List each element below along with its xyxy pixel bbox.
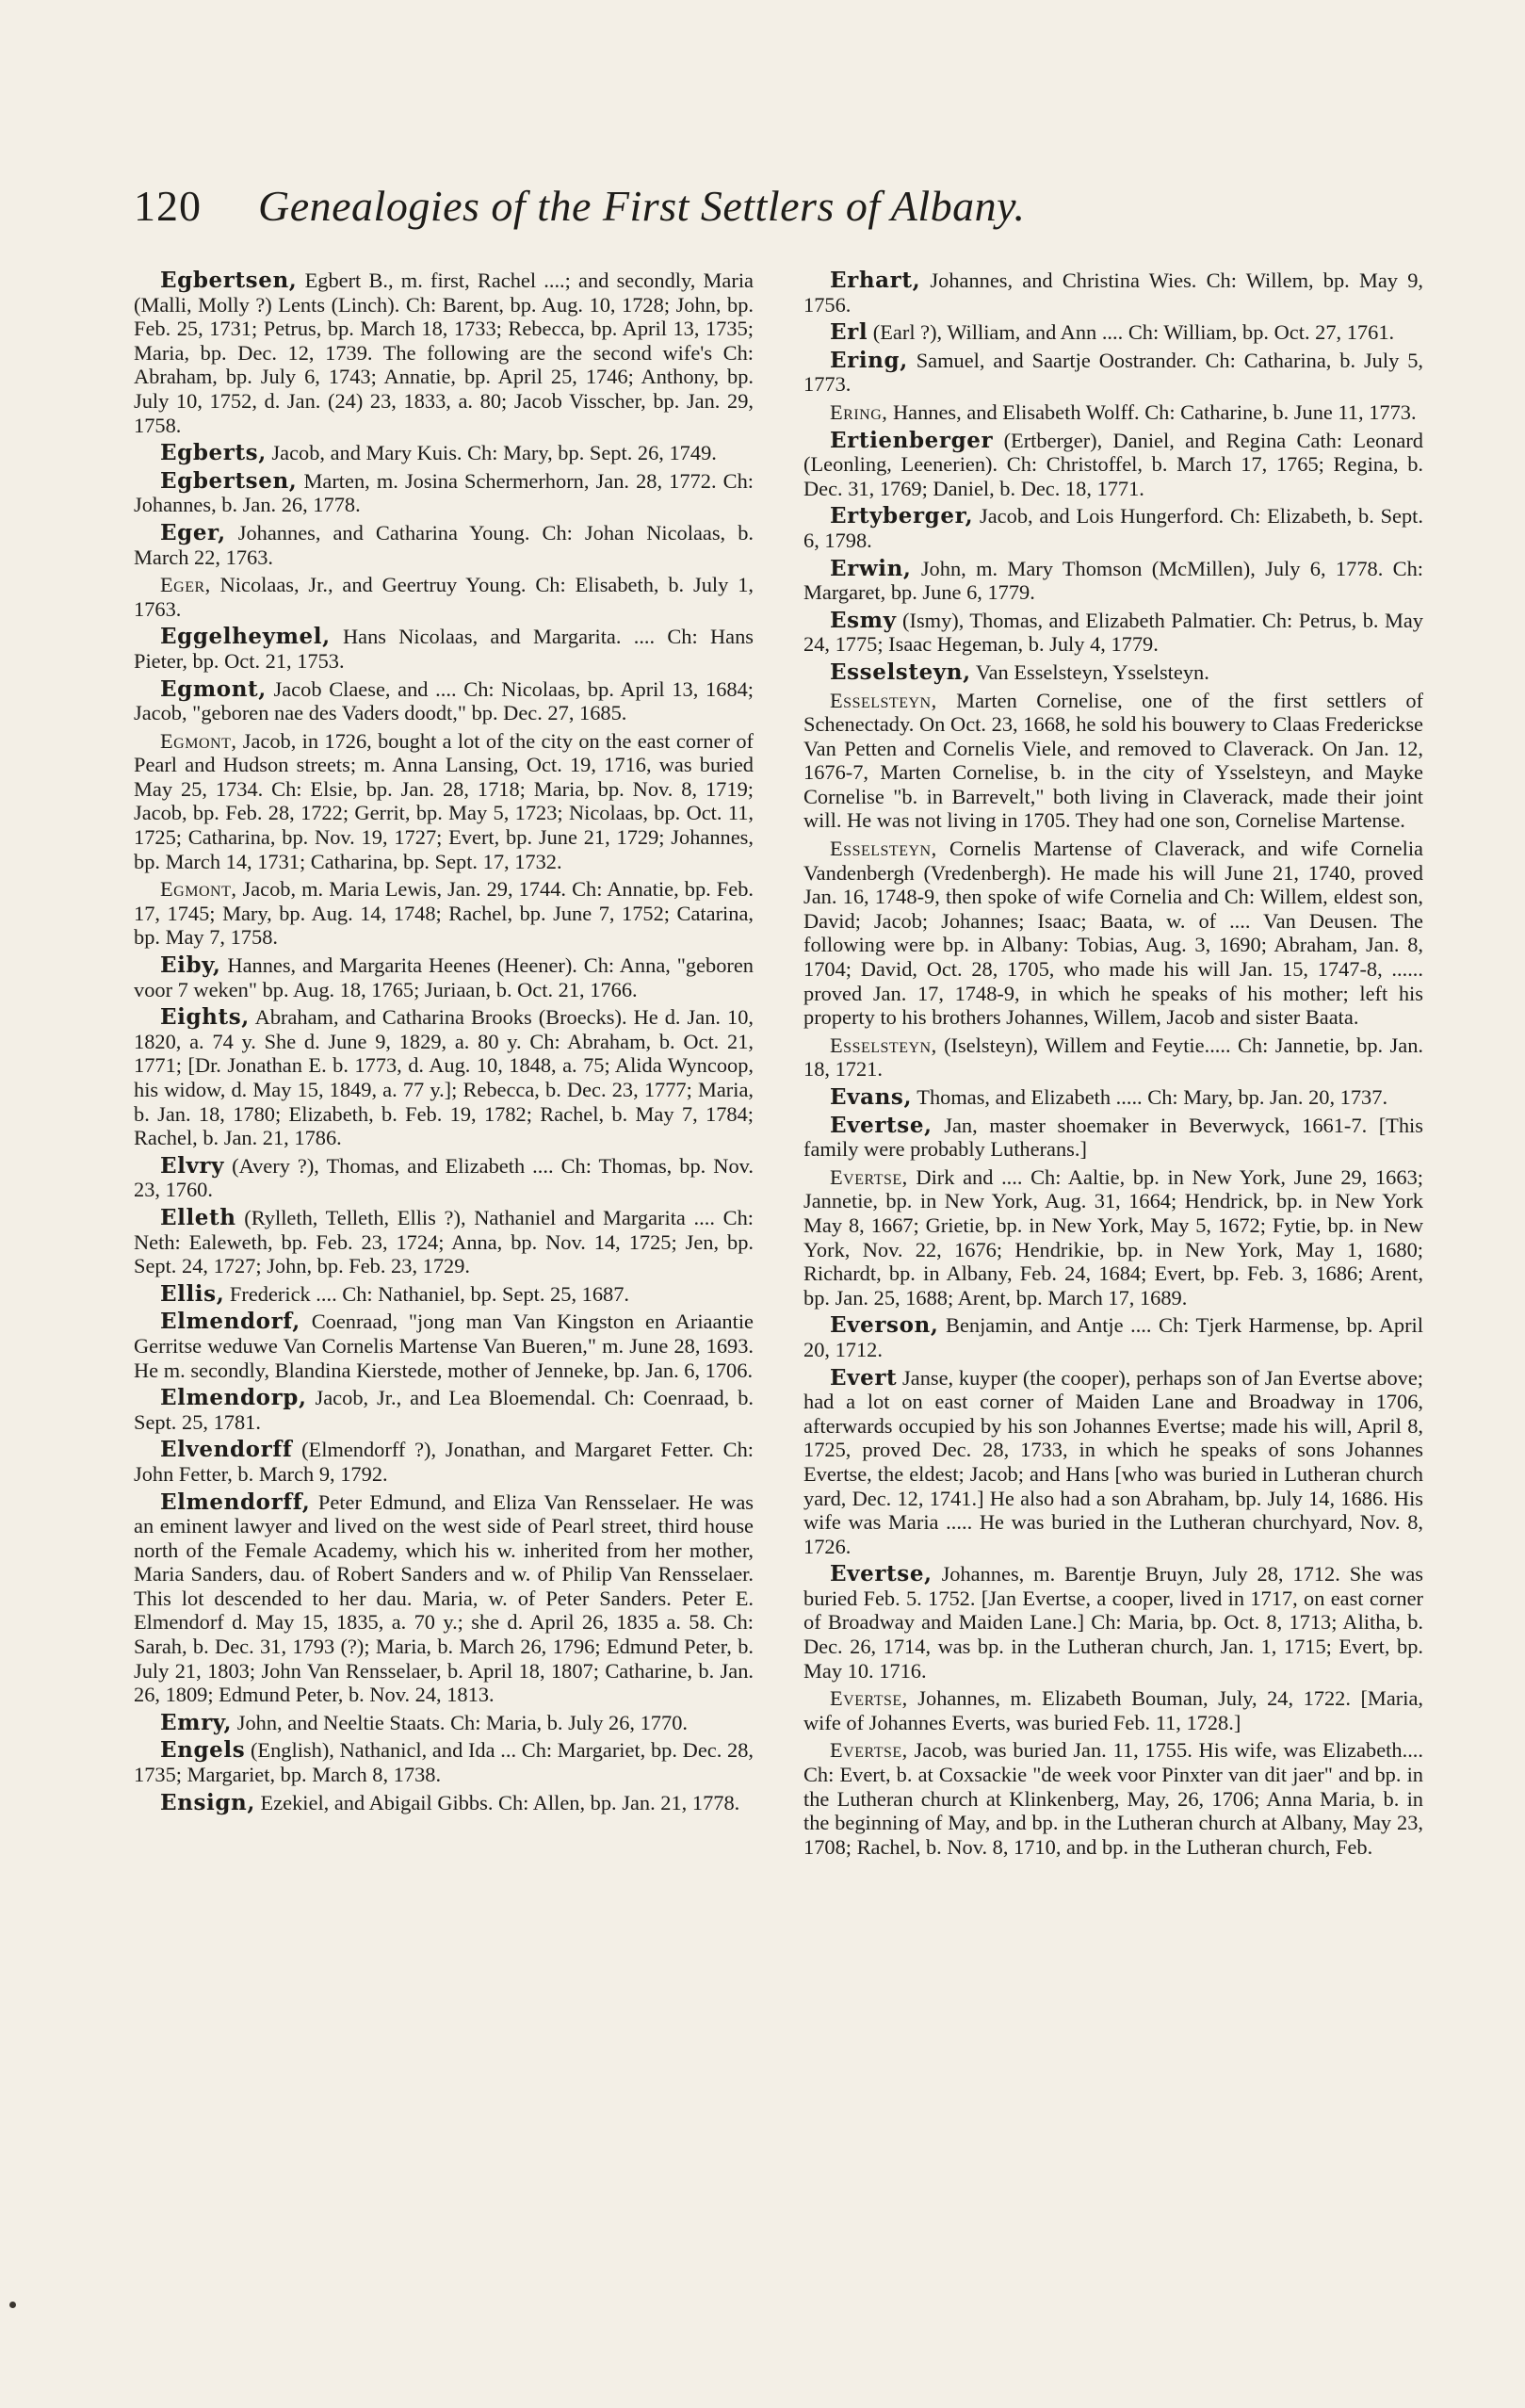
genealogy-entry bbox=[134, 268, 754, 437]
entry-surname: Evertse, bbox=[830, 1112, 933, 1138]
genealogy-entry bbox=[134, 1206, 754, 1278]
genealogy-entry bbox=[134, 677, 754, 725]
genealogy-entry bbox=[803, 320, 1423, 345]
genealogy-entry bbox=[803, 349, 1423, 397]
genealogy-entry bbox=[134, 1490, 754, 1707]
entry-text: Jacob, Jr., and Lea Bloemendal. Ch: Coenraad, b. Sept. 25, 1781. bbox=[134, 1386, 754, 1434]
entry-text: Frederick .... Ch: Nathaniel, bp. Sept. 25, 1687. bbox=[224, 1281, 630, 1306]
entry-text: (Ertberger), Daniel, and Regina Cath: Leonard (Leonling, Leenerien). Ch: Christoffel, b. March 17, 1765; Regina, b. Dec. 31, 1769; Daniel, b. Dec. 18, 1771. bbox=[803, 428, 1423, 500]
genealogy-entry bbox=[134, 521, 754, 569]
page-header bbox=[134, 181, 1189, 231]
genealogy-entry bbox=[803, 1165, 1423, 1310]
entry-surname: Esmy bbox=[830, 607, 897, 633]
genealogy-entry bbox=[134, 1738, 754, 1786]
entry-surname-repeat: Ering, bbox=[830, 399, 888, 424]
entry-surname-repeat: Evertse, bbox=[830, 1164, 908, 1189]
margin-mark bbox=[9, 2302, 16, 2308]
entry-text: Jacob, and Lois Hungerford. Ch: Elizabeth, b. Sept. 6, 1798. bbox=[803, 504, 1423, 552]
entry-surname: Evans, bbox=[830, 1084, 913, 1110]
entry-text: Ezekiel, and Abigail Gibbs. Ch: Allen, bp. Jan. 21, 1778. bbox=[254, 1790, 740, 1814]
left-column bbox=[134, 268, 754, 1818]
entry-surname: Ertyberger, bbox=[830, 503, 974, 529]
entry-surname: Erhart, bbox=[830, 268, 921, 293]
entry-surname: Ellis, bbox=[160, 1280, 225, 1307]
entry-surname: Esselsteyn, bbox=[830, 659, 971, 685]
entry-surname: Egbertsen, bbox=[160, 268, 298, 293]
entry-text: Jacob, m. Maria Lewis, Jan. 29, 1744. Ch: Annatie, bp. Feb. 17, 1745; Mary, bp. Aug. 14, 1748; Rachel, bp. June 7, 1752; Catarina, bp. May 7, 1758. bbox=[134, 877, 754, 950]
entry-text: (Rylleth, Telleth, Ellis ?), Nathaniel and Margarita .... Ch: Neth: Ealeweth, bp. Feb. 23, 1724; Anna, bp. Nov. 14, 1725; Jen, bp. Sept. 24, 1727; John, bp. Feb. 23, 1729. bbox=[134, 1205, 754, 1278]
entry-surname: Ertienberger bbox=[830, 427, 994, 453]
genealogy-entry bbox=[803, 660, 1423, 685]
genealogy-entry bbox=[134, 1711, 754, 1735]
entry-text: Johannes, and Catharina Young. Ch: Johan Nicolaas, b. March 22, 1763. bbox=[134, 520, 754, 569]
entry-surname: Eggelheymel, bbox=[160, 624, 331, 650]
entry-text: (Earl ?), William, and Ann .... Ch: William, bp. Oct. 27, 1761. bbox=[868, 320, 1395, 345]
entry-text: Coenraad, "jong man Van Kingston en Ariaantie Gerritse weduwe Van Cornelis Martense Van Bueren," m. June 28, 1693. He m. secondly, Blandina Kierstede, mother of Jenneke, bp. Jan. 6, 1706. bbox=[134, 1310, 754, 1382]
genealogy-entry bbox=[134, 1791, 754, 1815]
genealogy-entry bbox=[803, 400, 1423, 425]
genealogy-entry bbox=[134, 953, 754, 1001]
entry-text: (Ismy), Thomas, and Elizabeth Palmatier. Ch: Petrus, b. May 24, 1775; Isaac Hegeman, b. July 4, 1779. bbox=[803, 608, 1423, 657]
entry-text: Benjamin, and Antje .... Ch: Tjerk Harmense, bp. April 20, 1712. bbox=[803, 1313, 1423, 1361]
entry-text: Johannes, m. Barentje Bruyn, July 28, 1712. She was buried Feb. 5. 1752. [Jan Evertse, a cooper, lived in 1717, on east corner of Broadway and Maiden Lane.] Ch: Maria, bp. Oct. 8, 1713; Alitha, b. Dec. 26, 1714, was bp. in the Lutheran church, Jan. 1, 1715; Evert, bp. May 10. 1716. bbox=[803, 1562, 1423, 1683]
right-column bbox=[803, 268, 1423, 1863]
entry-text: Jacob Claese, and .... Ch: Nicolaas, bp. April 13, 1684; Jacob, "geboren nae des Vaders doodt," bp. Dec. 27, 1685. bbox=[134, 676, 754, 725]
genealogy-entry bbox=[803, 268, 1423, 317]
entry-text: Samuel, and Saartje Oostrander. Ch: Catharina, b. July 5, 1773. bbox=[803, 348, 1423, 397]
entry-surname: Eger, bbox=[160, 519, 226, 545]
entry-text: Jacob, and Mary Kuis. Ch: Mary, bp. Sept. 26, 1749. bbox=[266, 441, 717, 465]
entry-surname-repeat: Evertse, bbox=[830, 1738, 908, 1763]
genealogy-entry bbox=[134, 441, 754, 465]
genealogy-entry bbox=[803, 1033, 1423, 1082]
entry-surname: Elmendorf, bbox=[160, 1309, 300, 1335]
entry-surname-repeat: Egmont, bbox=[160, 877, 237, 902]
entry-text: Cornelis Martense of Claverack, and wife Cornelia Vandenbergh (Vredenbergh). He made his will June 21, 1740, proved Jan. 16, 1748-9, then spoke of wife Cornelia and Ch: Willem, eldest son, David; Jacob; Johannes; Isaac; Baata, w. of .... Van Deusen. The following were bp. in Albany: Tobias, Aug. 3, 1690; Abraham, Jan. 8, 1704; David, Oct. 28, 1705, who made his will Jan. 15, 1747-8, ...... proved Jan. 17, 1748-9, in which he speaks of his mother; left his property to his brothers Johannes, Willem, Jacob and sister Baata. bbox=[803, 837, 1423, 1030]
entry-text: (Avery ?), Thomas, and Elizabeth .... Ch: Thomas, bp. Nov. 23, 1760. bbox=[134, 1153, 754, 1202]
genealogy-entry bbox=[134, 1310, 754, 1382]
entry-surname-repeat: Evertse, bbox=[830, 1686, 908, 1711]
genealogy-entry bbox=[803, 1738, 1423, 1859]
genealogy-entry bbox=[803, 504, 1423, 552]
entry-text: Van Esselsteyn, Ysselsteyn. bbox=[970, 659, 1209, 684]
entry-surname-repeat: Eger, bbox=[160, 573, 211, 597]
entry-surname: Elmendorp, bbox=[160, 1385, 307, 1411]
entry-text: Egbert B., m. first, Rachel ....; and secondly, Maria (Malli, Molly ?) Lents (Linch). Ch: Barent, bp. Aug. 10, 1728; John, bp. Feb. 25, 1731; Petrus, bp. March 18, 1733; Rebecca, bp. April 13, 1735; Maria, bp. Dec. 12, 1739. The following are the second wife's Ch: Abraham, bp. July 6, 1743; Annatie, bp. April 25, 1746; Anthony, bp. July 10, 1752, d. Jan. (24) 23, 1833, a. 80; Jacob Visscher, bp. Jan. 29, 1758. bbox=[134, 268, 754, 437]
entry-text: Abraham, and Catharina Brooks (Broecks). He d. Jan. 10, 1820, a. 74 y. She d. June 9, 1829, a. 80 y. Ch: Abraham, b. Oct. 21, 1771; [Dr. Jonathan E. b. 1773, d. Aug. 10, 1848, a. 75; Alida Wyncoop, his widow, d. May 15, 1849, a. 77 y.]; Rebecca, b. Dec. 23, 1777; Maria, b. Jan. 18, 1780; Elizabeth, b. Feb. 19, 1782; Rachel, b. May 7, 1784; Rachel, b. Jan. 21, 1786. bbox=[134, 1005, 754, 1150]
entry-surname: Erl bbox=[830, 319, 868, 346]
genealogy-entry bbox=[134, 1282, 754, 1307]
genealogy-entry bbox=[803, 1686, 1423, 1734]
entry-text: Hannes, and Margarita Heenes (Heener). Ch: Anna, "geboren voor 7 weken" bp. Aug. 18, 1765; Juriaan, b. Oct. 21, 1766. bbox=[134, 953, 754, 1001]
entry-text: Hannes, and Elisabeth Wolff. Ch: Catharine, b. June 11, 1773. bbox=[887, 399, 1417, 424]
entry-surname: Ensign, bbox=[160, 1789, 255, 1815]
entry-text: Jacob, was buried Jan. 11, 1755. His wife, was Elizabeth.... Ch: Evert, b. at Coxsackie "de week voor Pinxter van dit jaer" and bp. in the Lutheran church at Klinkenberg, May, 26, 1706; Anna Maria, b. in the beginning of May, and bp. in the Lutheran church at Albany, May 23, 1708; Rachel, b. Nov. 8, 1710, and bp. in the Lutheran church, Feb. bbox=[803, 1738, 1423, 1859]
entry-text: Peter Edmund, and Eliza Van Rensselaer. He was an eminent lawyer and lived on the west side of Pearl street, third house north of the Female Academy, which his w. inherited from her mother, Maria Sanders, dau. of Robert Sanders and w. of Philip Van Rensselaer. This lot descended to her dau. Maria, w. of Peter Sanders. Peter E. Elmendorf d. May 15, 1835, a. 70 y.; she d. April 26, 1835 a. 58. Ch: Sarah, b. Dec. 31, 1793 (?); Maria, b. March 26, 1796; Edmund Peter, b. July 21, 1803; John Van Rensselaer, b. April 18, 1807; Catharine, b. Jan. 26, 1809; Edmund Peter, b. Nov. 24, 1813. bbox=[134, 1489, 754, 1707]
entry-surname: Elmendorff, bbox=[160, 1489, 311, 1515]
entry-text: Johannes, and Christina Wies. Ch: Willem, bp. May 9, 1756. bbox=[803, 268, 1423, 317]
entry-surname-repeat: Egmont, bbox=[160, 728, 237, 753]
entry-text: John, and Neeltie Staats. Ch: Maria, b. July 26, 1770. bbox=[232, 1710, 688, 1734]
entry-text: Dirk and .... Ch: Aaltie, bp. in New York, June 29, 1663; Jannetie, bp. in New York, Aug. 31, 1664; Hendrick, bp. in New York May 8, 1667; Grietie, bp. in New York, May 5, 1672; Fytie, bp. in New York, Nov. 22, 1676; Hendrikie, bp. in New York, May 1, 1680; Richardt, bp. in Albany, Feb. 24, 1684; Evert, bp. Feb. 3, 1686; Arent, bp. Jan. 25, 1688; Arent, bp. March 17, 1689. bbox=[803, 1164, 1423, 1310]
genealogy-entry bbox=[803, 1562, 1423, 1683]
entry-text: Marten Cornelise, one of the first settlers of Schenectady. On Oct. 23, 1668, he sold his bouwery to Claas Frederickse Van Petten and Cornelis Viele, and removed to Claverack. On Jan. 12, 1676-7, Marten Cornelise, b. in the city of Ysselsteyn, and Mayke Cornelise "b. in Barrevelt," both living in Claverack, made their joint will. He was not living in 1705. They had one son, Cornelise Martense. bbox=[803, 688, 1423, 833]
page-number: 120 bbox=[134, 182, 202, 230]
genealogy-entry bbox=[134, 625, 754, 673]
genealogy-entry bbox=[134, 1386, 754, 1434]
entry-text: Johannes, m. Elizabeth Bouman, July, 24, 1722. [Maria, wife of Johannes Everts, was buried Feb. 11, 1728.] bbox=[803, 1686, 1423, 1734]
entry-text: (Iselsteyn), Willem and Feytie..... Ch: Jannetie, bp. Jan. 18, 1721. bbox=[803, 1033, 1423, 1082]
entry-text: John, m. Mary Thomson (McMillen), July 6, 1778. Ch: Margaret, bp. June 6, 1779. bbox=[803, 556, 1423, 605]
entry-surname: Egberts, bbox=[160, 440, 267, 466]
entry-surname: Evert bbox=[830, 1364, 898, 1391]
entry-text: Thomas, and Elizabeth ..... Ch: Mary, bp. Jan. 20, 1737. bbox=[912, 1085, 1388, 1109]
genealogy-entry bbox=[134, 1005, 754, 1150]
running-title: Genealogies of the First Settlers of Albany. bbox=[258, 182, 1026, 230]
genealogy-entry bbox=[803, 837, 1423, 1030]
genealogy-entry bbox=[803, 609, 1423, 657]
entry-text: (Elmendorff ?), Jonathan, and Margaret Fetter. Ch: John Fetter, b. March 9, 1792. bbox=[134, 1438, 754, 1486]
entry-surname: Ering, bbox=[830, 347, 908, 373]
entry-surname-repeat: Esselsteyn, bbox=[830, 1033, 937, 1057]
entry-surname: Egmont, bbox=[160, 675, 267, 702]
entry-text: Jacob, in 1726, bought a lot of the city on the east corner of Pearl and Hudson streets; m. Anna Lansing, Oct. 19, 1716, was buried May 25, 1734. Ch: Elsie, bp. Jan. 28, 1718; Maria, bp. Nov. 8, 1719; Jacob, bp. Feb. 28, 1722; Gerrit, bp. May 5, 1723; Nicolaas, bp. Oct. 11, 1725; Catharina, bp. Nov. 19, 1727; Evert, bp. June 21, 1729; Johannes, bp. March 14, 1731; Catharina, bp. Sept. 17, 1732. bbox=[134, 728, 754, 873]
genealogy-entry bbox=[134, 573, 754, 621]
genealogy-entry bbox=[803, 1366, 1423, 1559]
entry-text: Janse, kuyper (the cooper), perhaps son of Jan Evertse above; had a lot on east corner of Maiden Lane and Broadway in 1706, afterwards occupied by his son Johannes Evertse; made his will, April 8, 1725, proved Dec. 28, 1733, in which he speaks of sons Johannes Evertse, the eldest; Jacob; and Hans [who was buried in Lutheran church yard, Dec. 12, 1741.] He also had a son Abraham, bp. July 14, 1686. His wife was Maria ..... He was buried in the Lutheran churchyard, Nov. 8, 1726. bbox=[803, 1365, 1423, 1558]
genealogy-entry bbox=[134, 729, 754, 874]
entry-text: Jan, master shoemaker in Beverwyck, 1661-7. [This family were probably Lutherans.] bbox=[803, 1113, 1423, 1162]
entry-surname: Eights, bbox=[160, 1004, 250, 1031]
entry-surname: Erwin, bbox=[830, 555, 912, 581]
entry-surname: Elleth bbox=[160, 1204, 236, 1230]
entry-surname: Eiby, bbox=[160, 952, 221, 979]
genealogy-entry bbox=[803, 1085, 1423, 1110]
genealogy-entry bbox=[803, 689, 1423, 834]
entry-surname: Everson, bbox=[830, 1312, 939, 1339]
entry-surname: Emry, bbox=[160, 1709, 233, 1735]
entry-surname: Egbertsen, bbox=[160, 467, 298, 494]
entry-text: Nicolaas, Jr., and Geertruy Young. Ch: Elisabeth, b. July 1, 1763. bbox=[134, 573, 754, 621]
entry-surname: Evertse, bbox=[830, 1561, 933, 1587]
entry-surname: Elvry bbox=[160, 1152, 225, 1179]
genealogy-entry bbox=[803, 557, 1423, 605]
genealogy-entry bbox=[134, 877, 754, 950]
genealogy-entry bbox=[803, 1313, 1423, 1361]
entry-surname-repeat: Esselsteyn, bbox=[830, 688, 937, 712]
entry-text: (English), Nathanicl, and Ida ... Ch: Margariet, bp. Dec. 28, 1735; Margariet, bp. March 8, 1738. bbox=[134, 1738, 754, 1787]
genealogy-entry bbox=[803, 429, 1423, 501]
genealogy-entry bbox=[803, 1114, 1423, 1162]
genealogy-entry bbox=[134, 1438, 754, 1486]
entry-surname: Engels bbox=[160, 1737, 246, 1764]
entry-text: Hans Nicolaas, and Margarita. .... Ch: Hans Pieter, bp. Oct. 21, 1753. bbox=[134, 625, 754, 673]
genealogy-entry bbox=[134, 469, 754, 517]
genealogy-entry bbox=[134, 1154, 754, 1202]
entry-surname: Elvendorff bbox=[160, 1437, 293, 1463]
entry-text: Marten, m. Josina Schermerhorn, Jan. 28, 1772. Ch: Johannes, b. Jan. 26, 1778. bbox=[134, 468, 754, 517]
entry-surname-repeat: Esselsteyn, bbox=[830, 837, 937, 861]
